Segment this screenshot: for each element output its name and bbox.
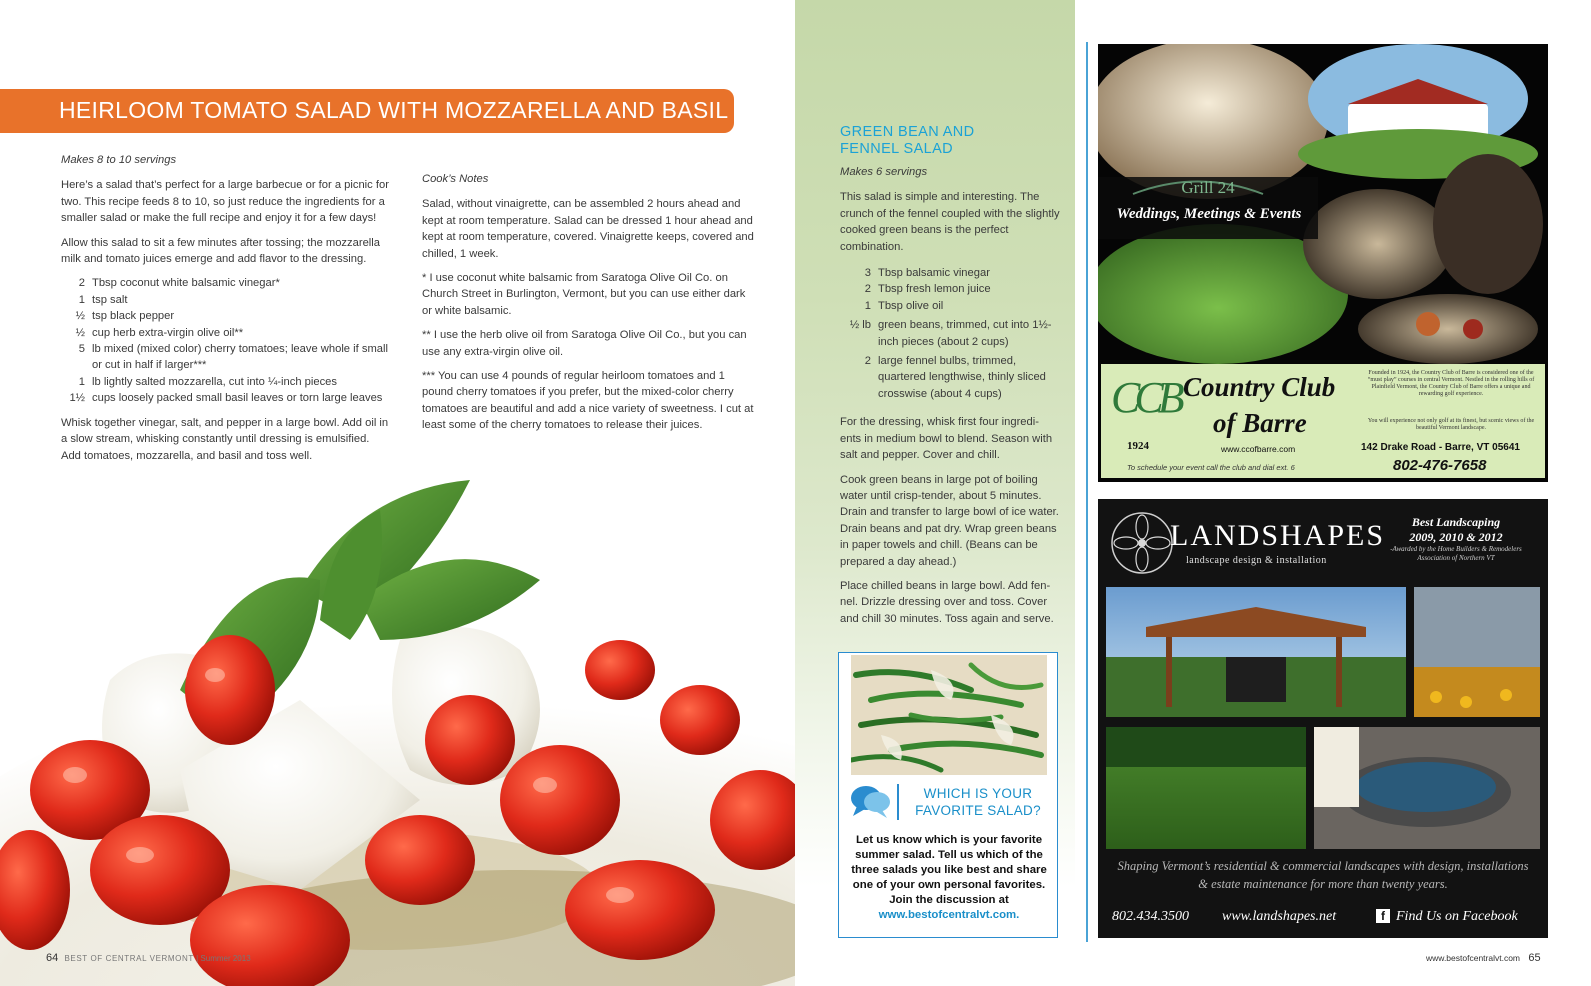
ingredient-text: lb mixed (mixed color) cherry tomatoes; leave whole if small or cut in half if larger*** [92,343,388,372]
magazine-name: BEST OF CENTRAL VERMONT [64,954,194,963]
ingredient-qty: 1 [78,293,85,306]
green-bean-recipe-title [840,124,1070,158]
club-about: You will experience not only golf at its finest, but scenic views of the beautiful Vermont landscape. [1367,418,1535,431]
ingredient-list [61,275,391,406]
ingredient-item [840,281,1060,297]
ingredient-text: Tbsp fresh lemon juice [878,283,991,296]
ingredient-text: tsp salt [92,293,128,306]
servings-label: Makes 6 servings [840,166,928,178]
ingredient-text: Tbsp olive oil [878,299,944,312]
ingredient-item [840,265,1060,281]
club-name: Country Club [1183,372,1336,402]
cooks-notes-heading: Cook’s Notes [422,173,489,185]
ingredient-qty: 1 [864,299,871,312]
cooks-notes-column [422,171,757,442]
landshapes-phone[interactable]: 802.434.3500 [1112,909,1189,924]
page-footer [1426,952,1541,964]
landshapes-brand: LANDSHAPES [1170,519,1386,552]
chat-bubbles-icon [849,782,893,822]
page-number: 64 [46,952,59,964]
favorite-salad-text [847,833,1051,923]
ingredient-qty: 1½ [69,392,85,405]
note-paragraph: *** You can use 4 pounds of regular heirloom tomatoes and 1 pound cherry tomatoes if you prefer, but the mixed-color cherry tomatoes are beautiful and add a nice variety of sweetness. I cut at least some of the cherry tomatoes to release their juices. [422,370,754,432]
recipe-column-1 [61,152,391,472]
green-beans-photo [851,655,1047,775]
ingredient-item [61,374,391,390]
tomato-salad-photo [0,470,795,986]
footer-separator: | [196,954,199,963]
ingredient-text: Tbsp balsamic vinegar [878,267,990,280]
landshapes-ad [1098,499,1548,938]
ingredient-list [840,265,1060,402]
title-line: FAVORITE SALAD? [915,803,1041,818]
ingredient-item [840,298,1060,314]
method-paragraph: Place chilled beans in large bowl. Add fen-nel. Drizzle dressing over and toss. Cover and chill 30 minutes. Toss again and serve. [840,579,1054,625]
footer-url[interactable]: www.bestofcentralvt.com [1426,953,1521,963]
website-link[interactable]: www.bestofcentralvt.com. [878,909,1020,921]
award-badge [1376,515,1536,563]
note-paragraph: * I use coconut white balsamic from Saratoga Olive Oil Co. on Church Street in Burlington, Vermont, but you can use either dark or white balsamic. [422,272,746,317]
ingredient-item [61,292,391,308]
favorite-salad-callout [838,652,1058,938]
ingredient-item [61,390,391,406]
grill-collage-photos [1098,44,1548,364]
founded-year: 1924 [1127,440,1149,452]
schedule-note: To schedule your event call the club and dial ext. 6 [1127,463,1295,472]
method-paragraph: Whisk together vinegar, salt, and pepper in a large bowl. Add oil in a slow stream, whisking constantly until dressing is emulsified. Add tomatoes, mozzarella, and basil and toss well. [61,416,389,462]
green-bean-recipe [840,164,1060,635]
ingredient-qty: ½ [75,326,85,339]
ingredient-text: Tbsp coconut white balsamic vinegar* [92,277,280,290]
club-name: of Barre [1213,408,1307,438]
facebook-icon[interactable]: f [1376,909,1390,923]
method-paragraph: For the dressing, whisk first four ingredi-ents in medium bowl to blend. Season with salt and pepper. Cover and chill. [840,416,1053,462]
servings-label: Makes 8 to 10 servings [61,154,177,166]
ccb-monogram: CCB [1111,373,1179,422]
callout-body: Let us know which is your favorite summer salad. Tell us which of the three salads you like best and share one of your own personal favorites. Join the discussion at [851,834,1047,906]
ingredient-text: large fennel bulbs, trimmed, quartered lengthwise, thinly sliced crosswise (about 4 cups) [878,355,1046,400]
left-page [0,0,795,986]
club-phone[interactable]: 802-476-7658 [1393,457,1487,474]
ingredient-text: tsp black pepper [92,310,175,323]
intro-paragraph: Here’s a salad that’s perfect for a large barbecue or for a picnic for two. This recipe feeds 8 to 10, so just reduce the ingredients for a smaller salad or make the full recipe and enjoy it for a few days! [61,179,389,225]
ingredient-item [61,325,391,341]
column-rule [1086,42,1088,942]
ingredient-item [61,308,391,324]
ingredient-qty: 2 [78,277,85,290]
ingredient-text: cup herb extra-virgin olive oil** [92,326,244,339]
ingredient-qty: ½ lb [849,319,871,332]
intro-paragraph: Allow this salad to sit a few minutes after tossing; the mozzarella milk and tomato juices emerge and add flavor to the dressing. [61,236,380,266]
title-line: WHICH IS YOUR [923,786,1033,801]
ingredient-qty: 2 [864,283,871,296]
ingredient-text: green beans, trimmed, cut into 1½-inch pieces (about 2 cups) [878,319,1052,348]
ingredient-item [840,317,1060,350]
favorite-salad-title [903,785,1053,819]
header-divider [897,784,899,820]
note-paragraph: ** I use the herb olive oil from Saratoga Olive Oil Co., but you can use any extra-virgin olive oil. [422,329,747,358]
title-line: FENNEL SALAD [840,141,954,157]
title-line: GREEN BEAN AND [840,124,975,140]
award-note: -Awarded by the Home Builders & Remodelers Association of Northern VT [1390,545,1522,562]
ingredient-qty: ½ [75,310,85,323]
club-url[interactable]: www.ccofbarre.com [1221,444,1296,454]
ingredient-item [61,341,391,374]
ingredient-qty: 2 [864,355,871,368]
method-paragraph: Cook green beans in large pot of boiling water until crisp-tender, about 5 minutes. Drain and transfer to large bowl of ice water. Drain beans and pat dry. Wrap green beans in paper towels and chill. (Beans can be prepared a day ahead.) [840,473,1059,568]
ingredient-qty: 5 [78,343,85,356]
landshapes-slogan: Shaping Vermont’s residential & commercial landscapes with design, installations & estate maintenance for more than twenty years. [1117,859,1529,891]
country-club-ad [1098,44,1548,482]
award-line: Best Landscaping [1411,515,1501,529]
recipe-title-bar [0,89,734,133]
ingredient-item [840,353,1060,402]
grill-logo: Grill 24 [1181,178,1235,197]
page-footer [46,952,251,964]
club-address: 142 Drake Road - Barre, VT 05641 [1361,442,1520,453]
landscape-photos [1106,587,1540,849]
favorite-salad-header [849,782,1049,822]
facebook-link[interactable]: Find Us on Facebook [1396,909,1518,924]
club-about: Founded in 1924, the Country Club of Barre is considered one of the “must play” courses in central Vermont. Nestled in the rolling hills of Plainfield Vermont, the Country Club of Barre offers a unique and rewarding golf experience. [1367,370,1535,397]
country-club-panel [1101,364,1545,478]
intro-paragraph: This salad is simple and interesting. The crunch of the fennel coupled with the slightly cooked green beans is the perfect combination. [840,191,1060,253]
ingredient-qty: 1 [78,375,85,388]
ingredient-item [61,275,391,291]
flower-logo-icon [1106,507,1178,579]
ingredient-qty: 3 [864,267,871,280]
award-line: 2009, 2010 & 2012 [1409,530,1503,544]
landshapes-subtitle: landscape design & installation [1186,555,1327,566]
ingredient-text: lb lightly salted mozzarella, cut into ¼-inch pieces [92,375,337,388]
note-paragraph: Salad, without vinaigrette, can be assembled 2 hours ahead and kept at room temperature. Salad can be dressed 1 hour ahead and kept at room temperature, covered. Vinaigrette keeps, covered and chilled, 1 week. [422,198,754,260]
page-number: 65 [1528,952,1541,964]
issue-label: Summer 2013 [200,954,251,963]
landshapes-url[interactable]: www.landshapes.net [1222,909,1337,924]
recipe-title: HEIRLOOM TOMATO SALAD WITH MOZZARELLA AND BASIL [59,97,729,123]
ad-tagline: Weddings, Meetings & Events [1116,206,1302,222]
ingredient-text: cups loosely packed small basil leaves or torn large leaves [92,392,383,405]
